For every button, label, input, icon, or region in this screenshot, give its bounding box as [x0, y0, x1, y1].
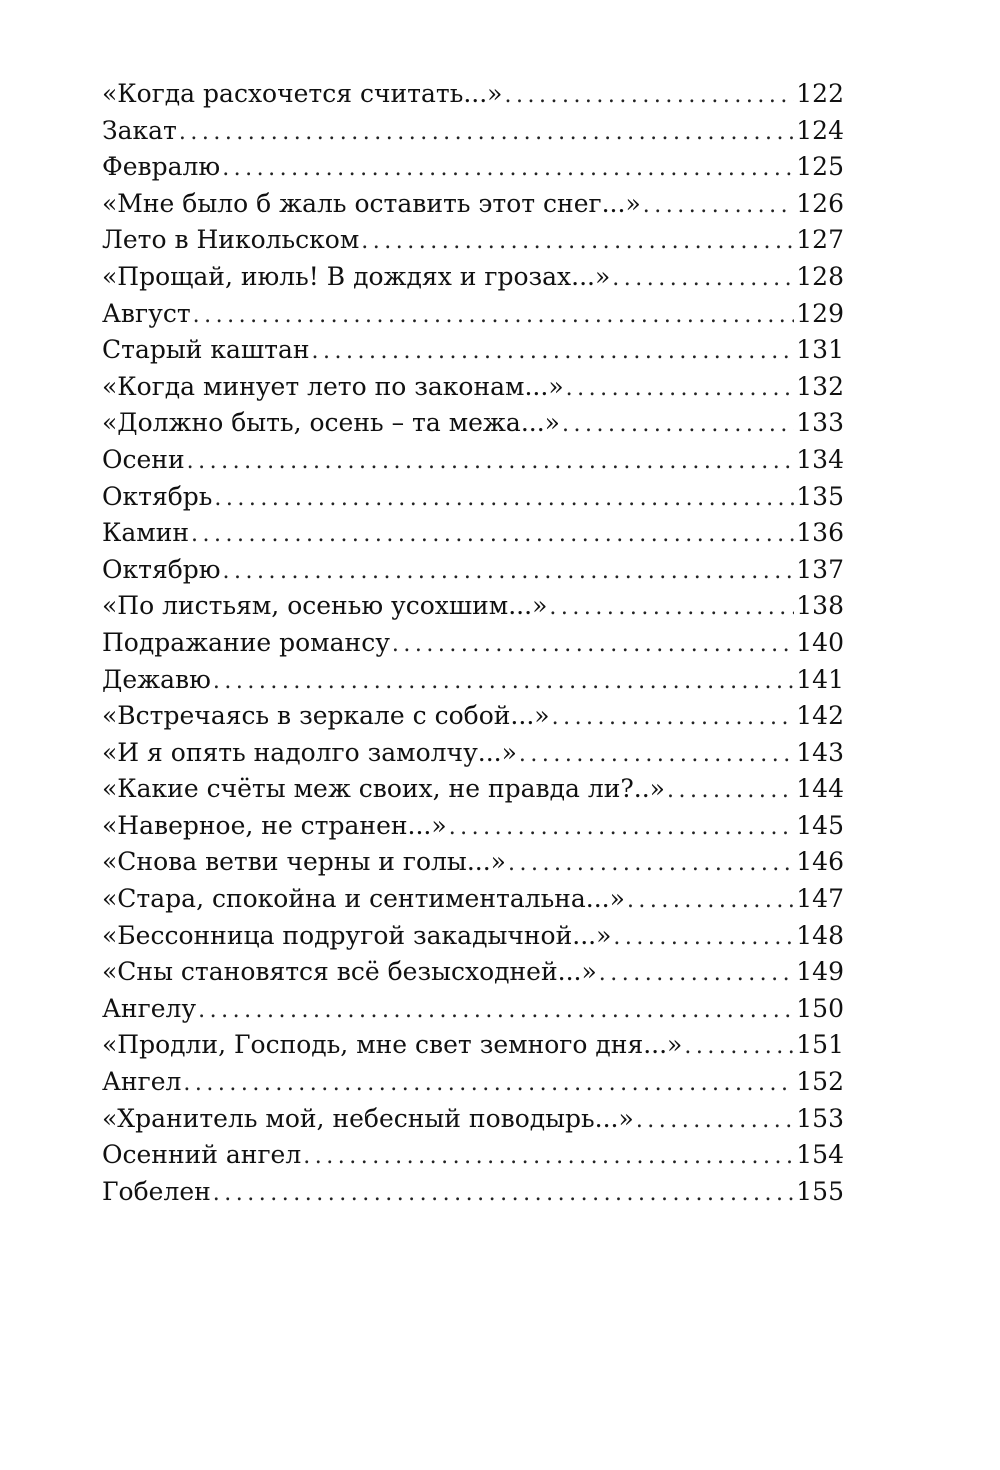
toc-entry-title: «Хранитель мой, небесный поводырь...» [102, 1103, 634, 1133]
toc-dot-leader [636, 1103, 794, 1140]
toc-entry-title: «Когда минует лето по законам...» [102, 371, 564, 401]
toc-entry [102, 918, 844, 955]
toc-entry-title: «Мне было б жаль оставить этот снег...» [102, 188, 641, 218]
toc-entry-page: 134 [796, 444, 844, 474]
toc-entry-page: 128 [796, 261, 844, 291]
toc-entry [102, 479, 844, 516]
toc-entry-page: 155 [796, 1176, 844, 1206]
toc-entry [102, 808, 844, 845]
toc-entry-page: 153 [796, 1103, 844, 1133]
toc-dot-leader [392, 627, 794, 664]
toc-entry [102, 369, 844, 406]
toc-dot-leader [213, 1176, 794, 1213]
toc-entry-page: 136 [796, 518, 844, 548]
toc-dot-leader [667, 773, 794, 810]
toc-entry-title: Старый каштан [102, 335, 310, 365]
toc-entry [102, 259, 844, 296]
toc-entry-title: «Прощай, июль! В дождях и грозах...» [102, 261, 611, 291]
toc-entry-page: 144 [796, 774, 844, 804]
toc-entry [102, 881, 844, 918]
toc-dot-leader [449, 810, 795, 847]
toc-entry-page: 137 [796, 554, 844, 584]
toc-entry-page: 138 [796, 591, 844, 621]
toc-entry [102, 771, 844, 808]
toc-dot-leader [643, 188, 795, 225]
toc-entry-page: 142 [796, 701, 844, 731]
toc-entry-title: Гобелен [102, 1176, 211, 1206]
toc-entry-page: 131 [796, 335, 844, 365]
toc-dot-leader [222, 151, 794, 188]
toc-entry-title: Закат [102, 115, 177, 145]
toc-dot-leader [566, 371, 795, 408]
toc-dot-leader [504, 78, 794, 115]
toc-entry-page: 140 [796, 627, 844, 657]
toc-entry-page: 148 [796, 920, 844, 950]
toc-entry [102, 1137, 844, 1174]
toc-entry [102, 991, 844, 1028]
toc-entry-page: 125 [796, 152, 844, 182]
toc-entry [102, 515, 844, 552]
toc-entry [102, 844, 844, 881]
toc-entry-page: 150 [796, 993, 844, 1023]
toc-dot-leader [549, 590, 794, 627]
toc-entry-title: «Бессонница подругой закадычной...» [102, 920, 612, 950]
toc-entry-page: 129 [796, 298, 844, 328]
toc-entry-title: Февралю [102, 152, 221, 182]
toc-entry [102, 1027, 844, 1064]
toc-entry-page: 145 [796, 810, 844, 840]
toc-entry [102, 625, 844, 662]
toc-entry-page: 135 [796, 481, 844, 511]
toc-dot-leader [223, 554, 795, 591]
toc-dot-leader [198, 993, 794, 1030]
toc-entry-title: «Стара, спокойна и сентиментальна...» [102, 884, 625, 914]
toc-entry [102, 222, 844, 259]
toc-entry [102, 552, 844, 589]
toc-entry-title: Ангел [102, 1067, 182, 1097]
toc-entry [102, 1101, 844, 1138]
toc-entry-title: «Сны становятся всё безысходней...» [102, 957, 597, 987]
toc-entry [102, 735, 844, 772]
toc-entry [102, 698, 844, 735]
toc-entry-page: 151 [796, 1030, 844, 1060]
toc-entry-title: «Когда расхочется считать...» [102, 79, 503, 108]
toc-entry [102, 442, 844, 479]
toc-entry-title: Подражание романсу [102, 627, 390, 657]
toc-dot-leader [214, 481, 794, 518]
toc-entry-title: Камин [102, 518, 190, 548]
toc-entry-page: 154 [796, 1140, 844, 1170]
toc-entry-title: «И я опять надолго замолчу...» [102, 737, 517, 767]
toc-entry [102, 332, 844, 369]
toc-entry-page: 122 [796, 79, 844, 108]
toc-dot-leader [519, 737, 794, 774]
toc-entry [102, 149, 844, 186]
toc-dot-leader [562, 407, 794, 444]
toc-entry [102, 954, 844, 991]
toc-dot-leader [612, 261, 794, 298]
toc-entry-title: Осенний ангел [102, 1140, 302, 1170]
toc-entry-page: 152 [796, 1067, 844, 1097]
toc-entry-page: 132 [796, 371, 844, 401]
table-of-contents [102, 76, 844, 1210]
toc-entry [102, 113, 844, 150]
toc-entry-page: 149 [796, 957, 844, 987]
toc-dot-leader [684, 1029, 794, 1066]
toc-entry-page: 124 [796, 115, 844, 145]
toc-entry-page: 126 [796, 188, 844, 218]
toc-entry [102, 1174, 844, 1211]
toc-dot-leader [508, 846, 794, 883]
toc-entry [102, 76, 844, 113]
toc-dot-leader [361, 224, 794, 261]
toc-entry [102, 186, 844, 223]
toc-dot-leader [179, 115, 794, 152]
toc-entry-title: «Снова ветви черны и голы...» [102, 847, 506, 877]
toc-entry-page: 147 [796, 884, 844, 914]
toc-dot-leader [213, 664, 794, 701]
toc-dot-leader [552, 700, 795, 737]
toc-entry-title: «Должно быть, осень – та межа...» [102, 408, 560, 438]
toc-entry-page: 143 [796, 737, 844, 767]
toc-dot-leader [312, 334, 795, 371]
toc-entry-title: «По листьям, осенью усохшим...» [102, 591, 548, 621]
toc-entry-page: 127 [796, 225, 844, 255]
toc-entry-title: Август [102, 298, 191, 328]
toc-dot-leader [191, 517, 794, 554]
toc-entry-title: Ангелу [102, 993, 197, 1023]
toc-dot-leader [193, 298, 795, 335]
toc-entry-title: Дежавю [102, 664, 211, 694]
toc-entry-title: «Продли, Господь, мне свет земного дня...» [102, 1030, 683, 1060]
toc-entry-title: «Какие счёты меж своих, не правда ли?..» [102, 774, 665, 804]
toc-entry [102, 296, 844, 333]
toc-entry-page: 146 [796, 847, 844, 877]
toc-dot-leader [627, 883, 794, 920]
toc-entry-page: 133 [796, 408, 844, 438]
toc-dot-leader [183, 1066, 794, 1103]
toc-dot-leader [303, 1139, 794, 1176]
toc-dot-leader [613, 920, 794, 957]
toc-entry [102, 1064, 844, 1101]
toc-entry-title: «Встречаясь в зеркале с собой...» [102, 701, 550, 731]
toc-entry-title: Осени [102, 444, 185, 474]
toc-entry-title: Лето в Никольском [102, 225, 360, 255]
toc-entry [102, 662, 844, 699]
toc-entry [102, 405, 844, 442]
toc-dot-leader [187, 444, 795, 481]
toc-entry-page: 141 [796, 664, 844, 694]
toc-entry [102, 588, 844, 625]
toc-entry-title: «Наверное, не странен...» [102, 810, 447, 840]
toc-entry-title: Октябрь [102, 481, 213, 511]
toc-entry-title: Октябрю [102, 554, 221, 584]
toc-dot-leader [599, 956, 795, 993]
